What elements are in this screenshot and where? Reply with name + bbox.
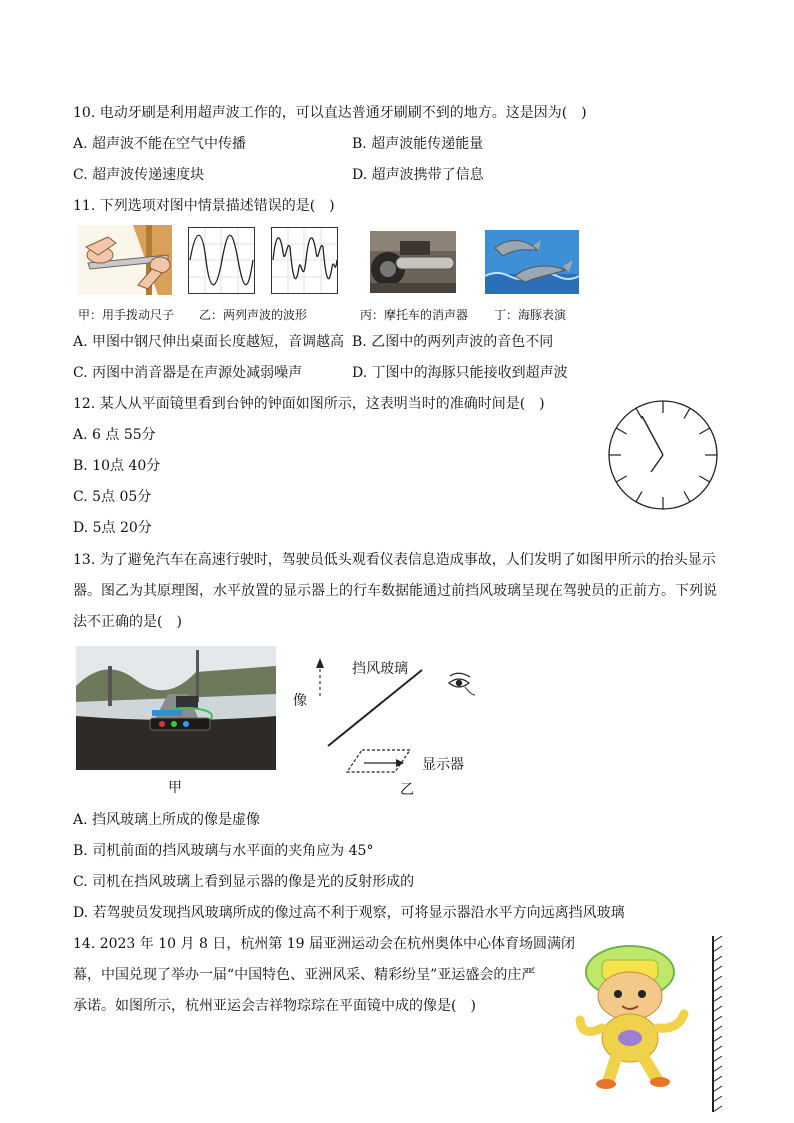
q11-option-a: A. 甲图中钢尺伸出桌面长度越短，音调越高 — [73, 334, 345, 350]
q12-option-a: A. 6 点 55分 — [73, 427, 156, 443]
q13-label-windshield: 挡风玻璃 — [352, 661, 408, 677]
q13-figure-jia-photo — [76, 646, 276, 770]
q11-option-d: D. 丁图中的海豚只能接收到超声波 — [352, 365, 568, 381]
q13-label-yi: 乙 — [400, 782, 414, 798]
q13-option-c: C. 司机在挡风玻璃上看到显示器的像是光的反射形成的 — [73, 874, 415, 890]
q10-option-c: C. 超声波传递速度块 — [73, 167, 205, 183]
q13-option-a: A. 挡风玻璃上所成的像是虚像 — [73, 812, 261, 828]
q13-label-display: 显示器 — [422, 757, 464, 773]
q12-clock-figure — [606, 398, 720, 512]
q10-option-d: D. 超声波携带了信息 — [352, 167, 484, 183]
q11-caption-yi: 乙：两列声波的波形 — [199, 308, 308, 322]
q11-figure-jia — [78, 225, 172, 295]
q14-stem-line-3: 承诺。如图所示，杭州亚运会吉祥物琮琮在平面镜中成的像是( ) — [73, 998, 476, 1014]
q10-stem: 10. 电动牙刷是利用超声波工作的，可以直达普通牙刷刷不到的地方。这是因为( ) — [73, 105, 587, 121]
q14-stem-line-1: 14. 2023 年 10 月 8 日，杭州第 19 届亚洲运动会在杭州奥体中心体育场圆满闭 — [73, 936, 576, 952]
q11-caption-bing: 丙：摩托车的消声器 — [360, 308, 469, 322]
q11-stem: 11. 下列选项对图中情景描述错误的是( ) — [73, 198, 335, 214]
q13-stem-line-1: 13. 为了避免汽车在高速行驶时，驾驶员低头观看仪表信息造成事故，人们发明了如图甲所示的抬头显示 — [73, 552, 716, 568]
q11-caption-ding: 丁：海豚表演 — [494, 308, 567, 322]
q11-figure-yi — [188, 227, 338, 295]
q11-figure-bing — [370, 231, 456, 293]
q12-option-d: D. 5点 20分 — [73, 520, 152, 536]
q10-option-b: B. 超声波能传递能量 — [352, 136, 484, 152]
q14-plane-mirror — [710, 936, 724, 1114]
q11-figure-ding — [485, 230, 579, 294]
q14-mascot-figure — [572, 942, 696, 1092]
q11-option-b: B. 乙图中的两列声波的音色不同 — [352, 334, 554, 350]
q13-stem-line-2: 器。图乙为其原理图，水平放置的显示器上的行车数据能通过前挡风玻璃呈现在驾驶员的正前方。下列说 — [73, 583, 717, 599]
q13-label-jia: 甲 — [168, 780, 182, 796]
q13-option-d: D. 若驾驶员发现挡风玻璃所成的像过高不利于观察，可将显示器沿水平方向远离挡风玻璃 — [73, 905, 625, 921]
q13-option-b: B. 司机前面的挡风玻璃与水平面的夹角应为 45° — [73, 843, 374, 859]
q13-stem-line-3: 法不正确的是( ) — [73, 614, 182, 630]
q12-stem: 12. 某人从平面镜里看到台钟的钟面如图所示，这表明当时的准确时间是( ) — [73, 396, 545, 412]
q12-option-b: B. 10点 40分 — [73, 458, 161, 474]
q14-stem-line-2: 幕，中国兑现了举办一届“中国特色、亚洲风采、精彩纷呈”亚运盛会的庄严 — [73, 967, 536, 983]
q10-option-a: A. 超声波不能在空气中传播 — [73, 136, 247, 152]
q12-option-c: C. 5点 05分 — [73, 489, 152, 505]
q11-option-c: C. 丙图中消音器是在声源处减弱噪声 — [73, 365, 303, 381]
q13-label-image: 像 — [293, 693, 307, 709]
q11-caption-jia: 甲：用手拨动尺子 — [78, 308, 175, 322]
